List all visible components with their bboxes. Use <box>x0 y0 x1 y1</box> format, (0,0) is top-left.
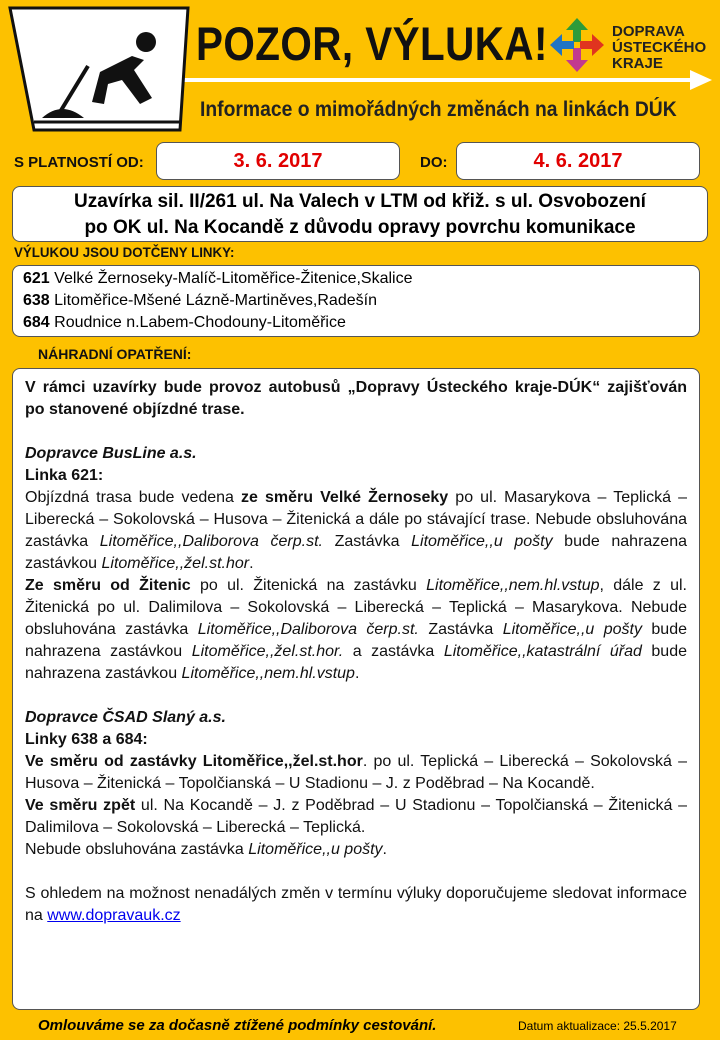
update-date: Datum aktualizace: 25.5.2017 <box>518 1019 677 1033</box>
lines-638-684-heading: Linky 638 a 684: <box>25 731 148 748</box>
page-subtitle: Informace o mimořádných změnách na linkách DÚK <box>200 98 677 121</box>
paragraph-not-served: Nebude obsluhována zastávka Litoměřice,,u pošty. <box>25 841 387 858</box>
measures-text <box>12 368 700 1010</box>
valid-from-date: 3. 6. 2017 <box>156 142 400 180</box>
carrier-busline: Dopravce BusLine a.s. <box>25 445 197 462</box>
duk-logo-text: DOPRAVA ÚSTECKÉHO KRAJE <box>612 23 707 72</box>
valid-from-label: S PLATNOSTÍ OD: <box>14 154 144 171</box>
paragraph-638-684-back: Ve směru zpět ul. Na Kocandě – J. z Poděbrad – U Stadionu – Topolčianská – Žitenická – Dalimilova – Sokolovská – Liberecká – Teplická. <box>25 797 687 836</box>
paragraph-recommendation: S ohledem na možnost nenadálých změn v termínu výluky doporučujeme sledovat informace na www.dopravauk.cz <box>25 885 687 924</box>
page-title: POZOR, VÝLUKA! <box>196 17 548 70</box>
line-621-heading: Linka 621: <box>25 467 104 484</box>
footer-apology: Omlouváme se za dočasně ztížené podmínky cestování. <box>38 1017 437 1034</box>
valid-to-label: DO: <box>420 154 448 171</box>
list-item: 638 Litoměřice-Mšené Lázně-Martiněves,Radešín <box>23 292 377 309</box>
affected-lines-label: VÝLUKOU JSOU DOTČENY LINKY: <box>14 244 235 260</box>
website-link[interactable]: www.dopravauk.cz <box>47 907 181 924</box>
measures-label: NÁHRADNÍ OPATŘENÍ: <box>38 346 192 362</box>
intro-text: V rámci uzavírky bude provoz autobusů „Dopravy Ústeckého kraje-DÚK“ zajišťován po stanovené objízdné trase. <box>25 379 687 418</box>
list-item: 684 Roudnice n.Labem-Chodouny-Litoměřice <box>23 314 346 331</box>
paragraph-621-from-zernoseky: Objízdná trasa bude vedena ze směru Velké Žernoseky po ul. Masarykova – Teplická – Liberecká – Sokolovská – Husova – Žitenická a dále po stávající trase. Nebude obsluhována zastávka Litoměřice,,Daliborova čerp.st. Zastávka Litoměřice,,u pošty bude nahrazena zastávkou Litoměřice,,žel.st.hor. <box>25 489 687 572</box>
paragraph-621-from-zitenice: Ze směru od Žitenic po ul. Žitenická na zastávku Litoměřice,,nem.hl.vstup, dále z ul. Žitenická po ul. Dalimilova – Sokolovská – Liberecká – Teplická – Masarykova. Nebude obsluhována zastávka Litoměřice,,Daliborova čerp.st. Zastávka Litoměřice,,u pošty bude nahrazena zastávkou Litoměřice,,žel.st.hor. a zastávka Litoměřice,,katastrální úřad bude nahrazena zastávkou Litoměřice,,nem.hl.vstup. <box>25 577 688 682</box>
valid-to-date: 4. 6. 2017 <box>456 142 700 180</box>
worker-icon <box>10 8 188 130</box>
list-item: 621 Velké Žernoseky-Malíč-Litoměřice-Žitenice,Skalice <box>23 270 413 287</box>
carrier-csad: Dopravce ČSAD Slaný a.s. <box>25 709 226 726</box>
duk-logo-icon <box>548 16 606 74</box>
closure-description: Uzavírka sil. II/261 ul. Na Valech v LTM od křiž. s ul. Osvobození po OK ul. Na Kocandě z důvodu opravy povrchu komunikace <box>12 186 708 242</box>
paragraph-638-684-there: Ve směru od zastávky Litoměřice,,žel.st.hor. po ul. Teplická – Liberecká – Sokolovská – Husova – Žitenická – Topolčianská – U Stadionu – J. z Poděbrad – Na Kocandě. <box>25 753 687 792</box>
affected-lines-list <box>12 265 700 337</box>
